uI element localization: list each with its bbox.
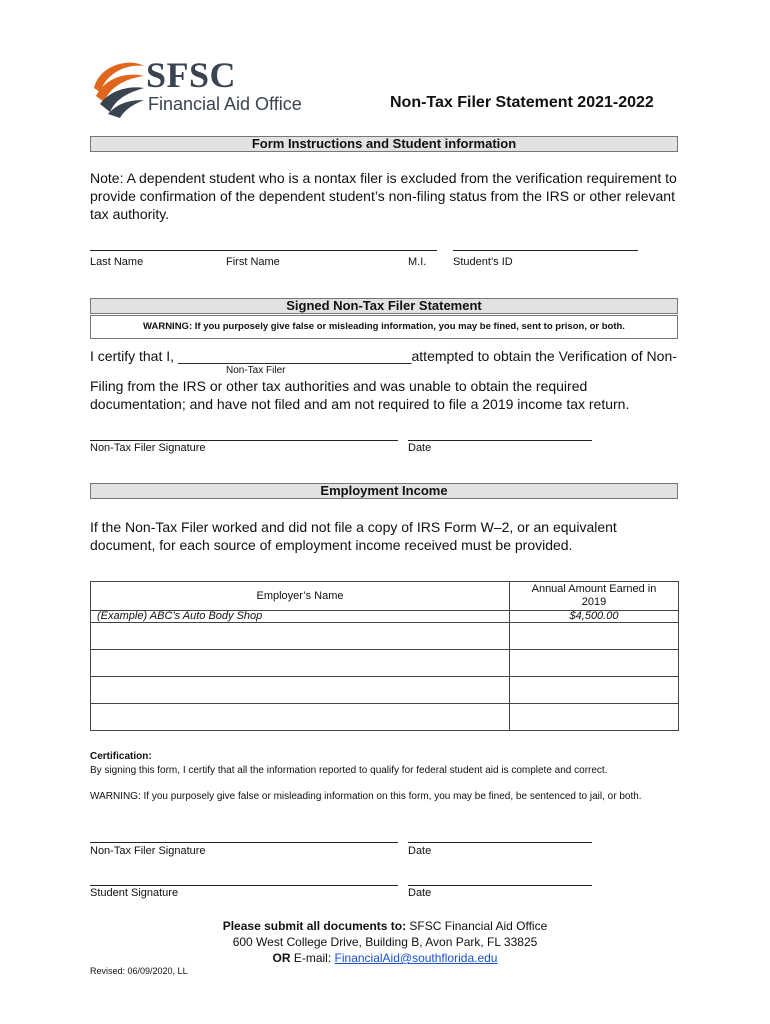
student-signature-line[interactable] <box>90 885 398 886</box>
amount-cell[interactable] <box>510 623 679 650</box>
non-tax-filer-caption: Non-Tax Filer <box>226 365 286 376</box>
name-line[interactable] <box>90 250 437 251</box>
employer-cell[interactable] <box>91 650 510 677</box>
amount-cell[interactable] <box>510 650 679 677</box>
signature-label: Non-Tax Filer Signature <box>90 442 206 454</box>
date-line[interactable] <box>408 885 592 886</box>
section-header-employment: Employment Income <box>90 483 678 499</box>
employer-cell[interactable] <box>91 623 510 650</box>
employer-cell[interactable] <box>91 704 510 731</box>
submit-office: SFSC Financial Aid Office <box>406 919 548 933</box>
amount-cell[interactable] <box>510 677 679 704</box>
submit-line-3 <box>0 951 770 965</box>
section-header-statement: Signed Non-Tax Filer Statement <box>90 298 678 314</box>
revised-date: Revised: 06/09/2020, LL <box>90 966 188 976</box>
certification-title: Certification: <box>90 751 152 762</box>
table-row <box>91 611 679 623</box>
date-label: Date <box>408 887 432 899</box>
certification-text: By signing this form, I certify that all the information reported to qualify for federal student aid is complete and correct. <box>90 765 608 776</box>
document-title: Non-Tax Filer Statement 2021-2022 <box>390 94 654 111</box>
date-label: Date <box>408 442 432 454</box>
section-header-instructions: Form Instructions and Student information <box>90 136 678 152</box>
employer-name-header: Employer’s Name <box>91 582 510 611</box>
first-name-label: First Name <box>226 256 280 268</box>
date-label: Date <box>408 845 432 857</box>
employment-instructions: If the Non-Tax Filer worked and did not file a copy of IRS Form W–2, or an equivalent document, for each source of employment income received must be provided. <box>90 519 617 553</box>
table-row <box>91 677 679 704</box>
email-link[interactable]: FinancialAid@southflorida.edu <box>334 951 498 965</box>
logo-text: SFSC <box>146 55 237 95</box>
student-signature-label: Student Signature <box>90 887 179 899</box>
date-line[interactable] <box>408 842 592 843</box>
amount-cell[interactable] <box>510 704 679 731</box>
logo-subtitle: Financial Aid Office <box>148 94 302 114</box>
signature-line[interactable] <box>90 440 398 441</box>
warning-box: WARNING: If you purposely give false or misleading information, you may be fined, sent to prison, or both. <box>90 315 678 339</box>
table-row <box>91 623 679 650</box>
employer-cell[interactable] <box>91 677 510 704</box>
submit-or: OR <box>272 951 291 965</box>
non-tax-filer-signature-label: Non-Tax Filer Signature <box>90 845 206 857</box>
submit-address: 600 West College Drive, Building B, Avon Park, FL 33825 <box>232 935 538 949</box>
sfsc-logo-mark-icon <box>90 58 146 120</box>
date-line[interactable] <box>408 440 592 441</box>
table-row <box>91 704 679 731</box>
last-name-label: Last Name <box>90 256 144 268</box>
table-header-row <box>91 582 679 611</box>
student-id-line[interactable] <box>453 250 638 251</box>
instruction-note: Note: A dependent student who is a nontax filer is excluded from the verification requirement to provide confirmation of the dependent student’s non-filing status from the IRS or other relevant tax authority. <box>90 170 677 222</box>
submit-lead: Please submit all documents to: <box>222 919 407 933</box>
table-row <box>91 650 679 677</box>
signature-line[interactable] <box>90 842 398 843</box>
certify-statement <box>90 347 680 413</box>
certify-line-rest: Filing from the IRS or other tax authorities and was unable to obtain the required documentation; and have not filed and am not required to file a 2019 income tax return. <box>90 378 630 412</box>
annual-amount-header: Annual Amount Earned in 2019 <box>510 582 679 611</box>
employment-table <box>90 581 679 731</box>
email-prefix: E-mail: <box>290 951 335 965</box>
example-employer-cell: (Example) ABC’s Auto Body Shop <box>91 611 510 623</box>
certification-warning: WARNING: If you purposely give false or misleading information on this form, you may be fined, be sentenced to jail, or both. <box>90 791 642 802</box>
certify-line-1: I certify that I, ______________________________attempted to obtain the Verification of Non- <box>90 348 677 364</box>
mi-label: M.I. <box>408 256 427 268</box>
submit-line-1 <box>0 919 770 933</box>
student-id-label: Student’s ID <box>453 256 513 268</box>
example-amount-cell: $4,500.00 <box>510 611 679 623</box>
